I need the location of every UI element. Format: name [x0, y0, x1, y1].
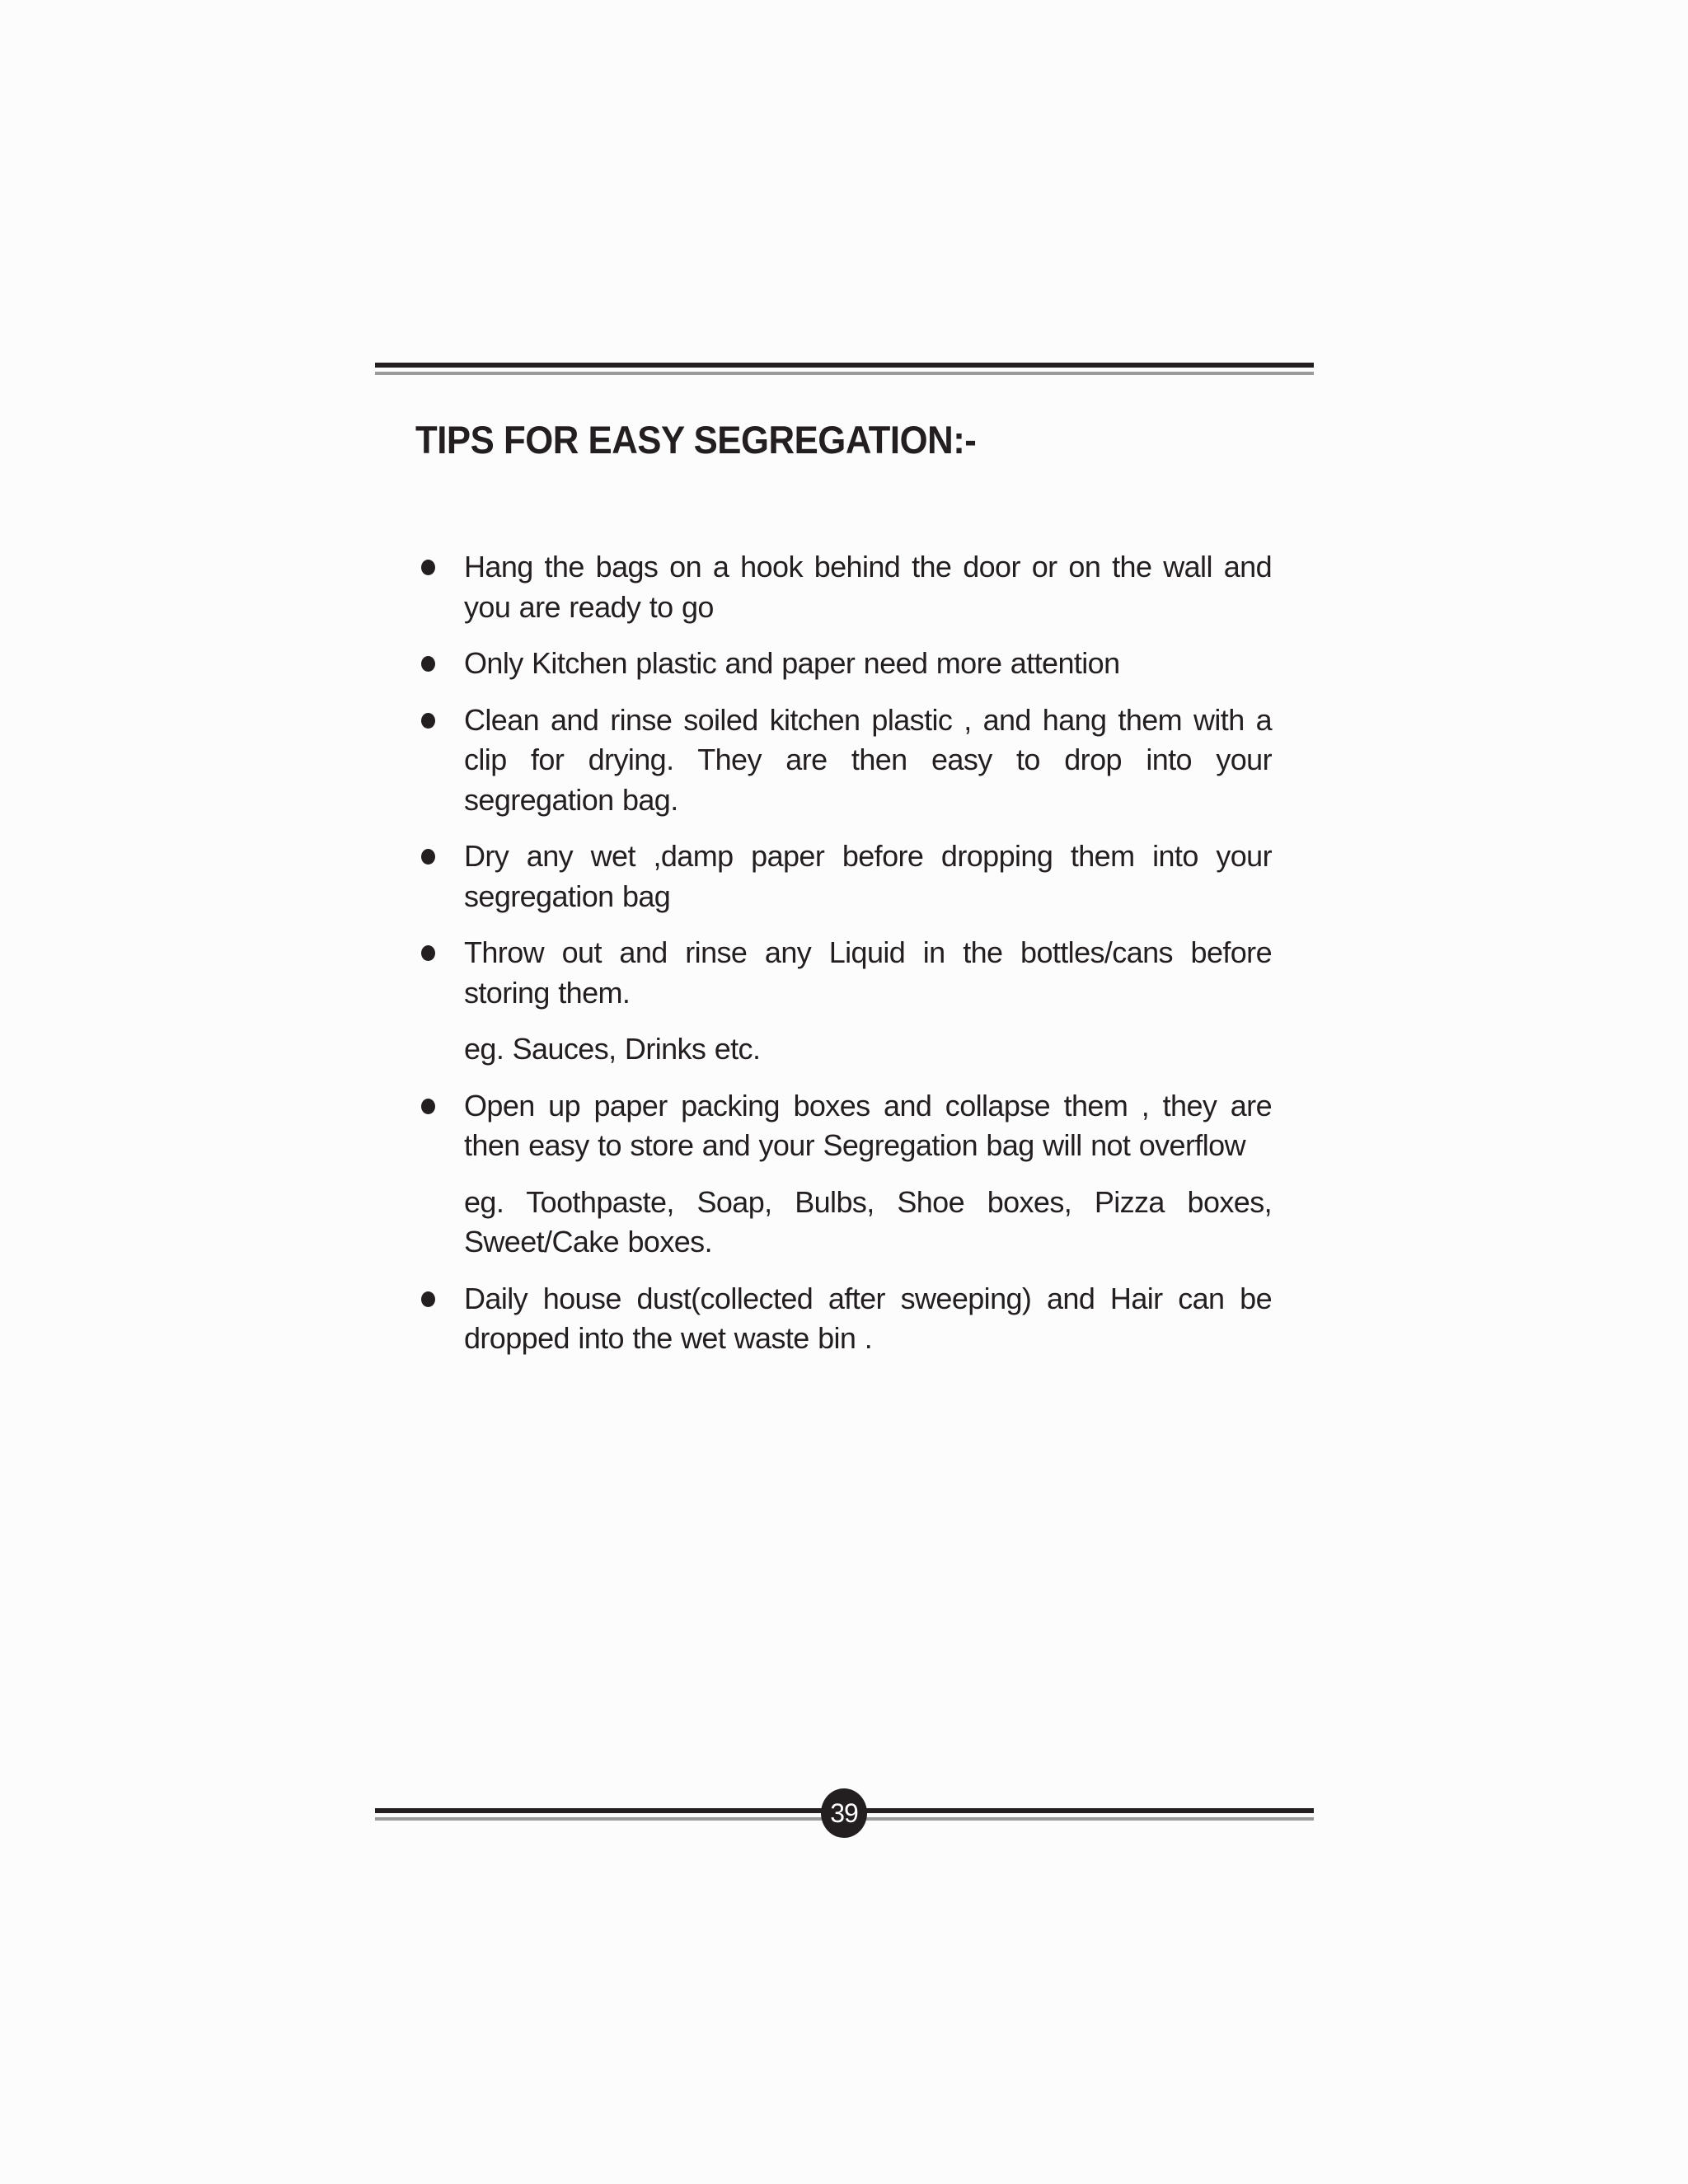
example-text: eg. Sauces, Drinks etc. — [464, 1032, 761, 1066]
bullet-icon — [421, 1099, 435, 1114]
list-item — [416, 701, 1272, 821]
example-note — [416, 1183, 1272, 1263]
tip-text: Dry any wet ,damp paper before dropping them into your segregation bag — [464, 839, 1272, 913]
bullet-icon — [421, 713, 435, 729]
bullet-icon — [421, 1291, 435, 1307]
tip-text: Only Kitchen plastic and paper need more attention — [464, 646, 1120, 680]
list-item — [416, 933, 1272, 1013]
page-title: TIPS FOR EASY SEGREGATION:- — [415, 418, 977, 462]
example-text: eg. Toothpaste, Soap, Bulbs, Shoe boxes, Pizza boxes, Sweet/Cake boxes. — [464, 1184, 1272, 1258]
bullet-icon — [421, 945, 435, 961]
top-rule-dark — [375, 363, 1314, 368]
tips-list — [416, 547, 1272, 1376]
bullet-icon — [421, 560, 435, 575]
tip-text: Open up paper packing boxes and collapse them , they are then easy to store and your Segregation bag will not overflow — [464, 1088, 1272, 1162]
tip-text: Clean and rinse soiled kitchen plastic , and hang them with a clip for drying. They are then easy to drop into your segregation bag. — [464, 702, 1272, 817]
list-item — [416, 547, 1272, 627]
list-item — [416, 837, 1272, 916]
tip-text: Daily house dust(collected after sweeping) and Hair can be dropped into the wet waste bin . — [464, 1281, 1272, 1355]
example-note — [416, 1029, 1272, 1070]
list-item — [416, 1086, 1272, 1166]
bullet-icon — [421, 849, 435, 865]
list-item — [416, 1279, 1272, 1359]
bullet-icon — [421, 656, 435, 672]
tip-text: Throw out and rinse any Liquid in the bottles/cans before storing them. — [464, 935, 1272, 1010]
top-rule-gray — [375, 372, 1314, 375]
page-number: 39 — [821, 1788, 867, 1838]
tip-text: Hang the bags on a hook behind the door or on the wall and you are ready to go — [464, 550, 1272, 624]
list-item — [416, 644, 1272, 684]
